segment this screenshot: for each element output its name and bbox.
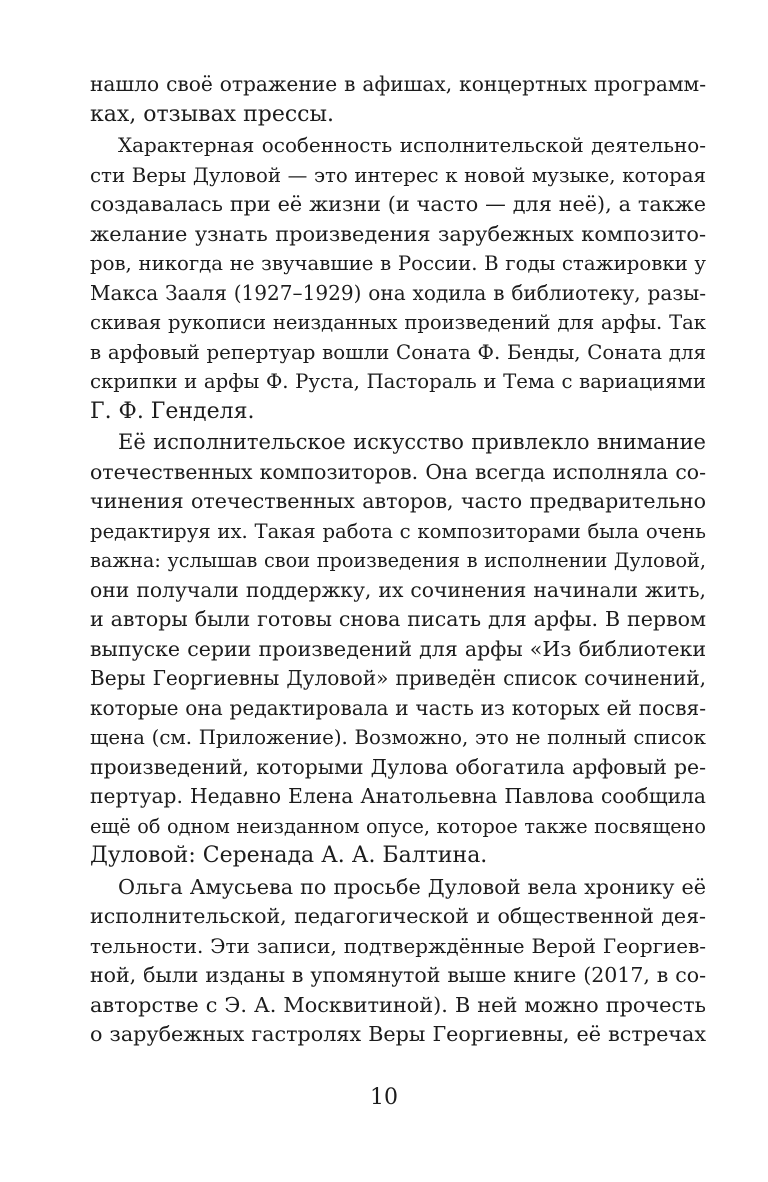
text-line: создавалась при её жизни (и часто — для неё), а также (90, 192, 706, 216)
text-line: Её исполнительское искусство привлекло внимание (118, 430, 706, 454)
text-line: ках, отзывах прессы. (90, 101, 334, 127)
text-line: Макса Зааля (1927–1929) она ходила в библиотеку, разы- (90, 280, 706, 305)
text-line: о зарубежных гастролях Веры Георгиевны, её встречах (90, 1022, 706, 1046)
text-line: нашло своё отражение в афишах, концертных программ- (90, 72, 706, 96)
page-body (90, 70, 706, 1050)
text-line: они получали поддержку, их сочинения начинали жить, (90, 577, 706, 602)
text-line: щена (см. Приложение). Возможно, это не полный список (90, 726, 706, 749)
text-line: сти Веры Дуловой — это интерес к новой музыке, которая (90, 163, 706, 187)
text-line: тельности. Эти записи, подтверждённые Верой Георгиев- (90, 934, 706, 958)
text-line: исполнительской, педагогической и общественной дея- (90, 904, 706, 928)
text-line: ров, никогда не звучавшие в России. В годы стажировки у (90, 252, 706, 275)
text-line: Дуловой: Серенада А. А. Балтина. (90, 843, 488, 868)
paragraph (90, 428, 706, 871)
paragraph (90, 131, 706, 426)
text-line: редактируя их. Такая работа с композиторами была очень (90, 519, 706, 543)
paragraph (90, 70, 706, 129)
paragraph (90, 873, 706, 1050)
text-line: ещё об одном неизданном опусе, которое также посвящено (90, 814, 706, 838)
text-line: произведений, которыми Дулова обогатила арфовый ре- (90, 754, 706, 779)
text-line: отечественных композиторов. Она всегда исполняла со- (90, 459, 706, 484)
text-line: выпуске серии произведений для арфы «Из библиотеки (90, 636, 706, 661)
text-line: Ольга Амусьева по просьбе Дуловой вела хронику её (118, 874, 706, 899)
text-line: авторстве с Э. А. Москвитиной). В ней можно прочесть (90, 992, 706, 1017)
text-line: важна: услышав свои произведения в исполнении Дуловой, (90, 549, 706, 572)
text-line: ной, были изданы в упомянутой выше книге (2017, в со- (90, 963, 706, 987)
text-line: Г. Ф. Генделя. (90, 398, 255, 424)
text-line: желание узнать произведения зарубежных композито- (90, 221, 706, 246)
text-line: пертуар. Недавно Елена Анатольевна Павлова сообщила (90, 784, 706, 808)
text-line: скивая рукописи неизданных произведений для арфы. Так (90, 311, 706, 334)
text-line: и авторы были готовы снова писать для арфы. В первом (90, 607, 706, 631)
text-line: чинения отечественных авторов, часто предварительно (90, 489, 706, 513)
page-number: 10 (370, 1085, 398, 1110)
text-line: в арфовый репертуар вошли Соната Ф. Бенды, Соната для (90, 340, 706, 364)
text-line: скрипки и арфы Ф. Руста, Пастораль и Тема с вариациями (90, 370, 706, 393)
text-line: Веры Георгиевны Дуловой» приведён список сочинений, (90, 666, 706, 690)
text-line: Характерная особенность исполнительской деятельно- (118, 134, 706, 157)
text-line: которые она редактировала и часть из которых ей посвя- (90, 695, 706, 720)
